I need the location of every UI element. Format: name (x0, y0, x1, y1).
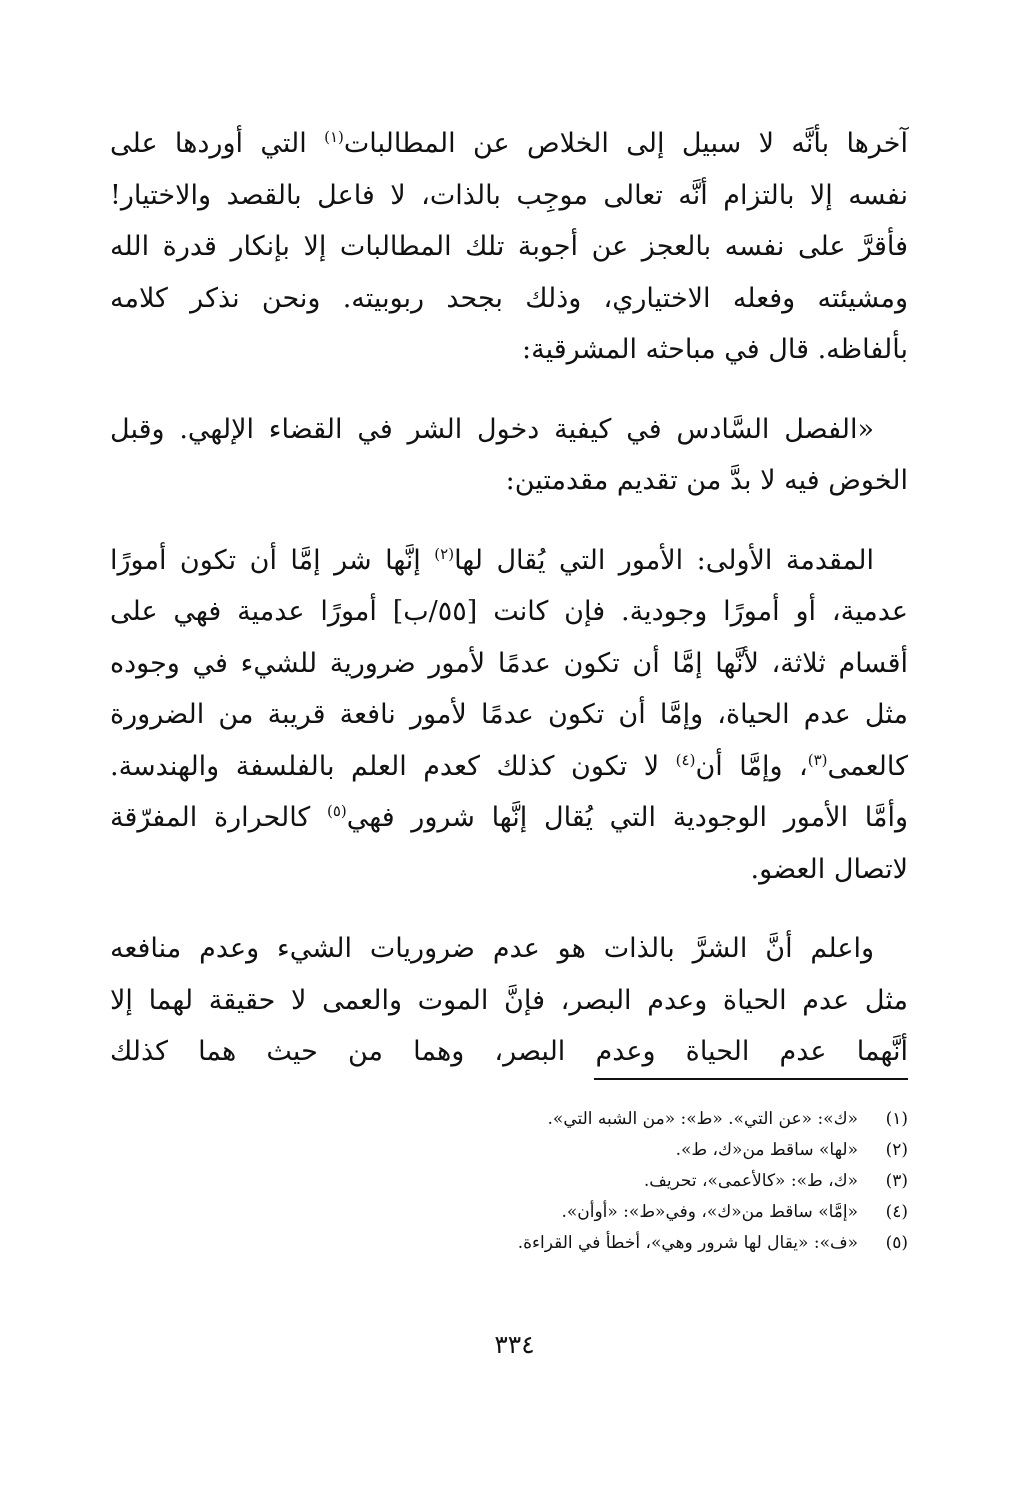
line-text: إنَّها شر إمَّا أن تكون أمورًا (110, 544, 435, 576)
footnote-ref: (١) (324, 128, 344, 146)
paragraph-3 (110, 535, 908, 896)
text-line: «الفصل السَّادس في كيفية دخول الشر في القضاء الإلهي. وقبل (110, 413, 874, 445)
text-line: لاتصال العضو. (750, 853, 908, 885)
paragraph-2 (110, 404, 908, 507)
line-text: المقدمة الأولى: الأمور التي يُقال لها (454, 544, 874, 576)
footnote-separator (594, 1078, 908, 1080)
text-line: أقسام ثلاثة، لأنَّها إمَّا أن تكون عدمًا لأمور ضرورية للشيء في وجوده (110, 647, 908, 679)
footnote (348, 1135, 908, 1166)
text-line: ومشيئته وفعله الاختياري، وذلك بجحد ربوبيته. ونحن نذكر كلامه (110, 282, 908, 314)
page-number: ٣٣٤ (494, 1330, 535, 1359)
line-text: لا تكون كذلك كعدم العلم بالفلسفة والهندسة. (110, 750, 676, 782)
footnote-number: (١) (885, 1109, 908, 1129)
footnote-ref: (٣) (807, 750, 828, 769)
footnote (348, 1166, 908, 1197)
text-line: مثل عدم الحياة، وإمَّا أن تكون عدمًا لأمور نافعة قريبة من الضرورة (110, 699, 908, 730)
footnote-number: (٤) (885, 1202, 908, 1222)
footnote-number: (٣) (885, 1171, 908, 1191)
footnote-text: «لها» ساقط من«ك، ط». (675, 1140, 858, 1160)
footnote-ref: (٢) (434, 544, 455, 563)
main-text (110, 118, 908, 1106)
footnote-text: «إمَّا» ساقط من«ك»، وفي«ط»: «أوأن». (561, 1202, 858, 1222)
text-line: نفسه إلا بالتزام أنَّه تعالى موجِب بالذات، لا فاعل بالقصد والاختيار! (110, 179, 908, 211)
line-text: التي أوردها على (110, 128, 325, 159)
footnote (348, 1104, 908, 1135)
footnote-text: «ف»: «يقال لها شرور وهي»، أخطأ في القراءة. (517, 1233, 858, 1253)
footnote-number: (٢) (885, 1140, 908, 1160)
text-line (110, 535, 908, 587)
footnote-text: «ك، ط»: «كالأعمى»، تحريف. (643, 1171, 858, 1191)
text-line (110, 741, 908, 793)
text-line: فأقرَّ على نفسه بالعجز عن أجوبة تلك المطالبات إلا بإنكار قدرة الله (110, 231, 908, 262)
paragraph-1 (110, 118, 908, 376)
text-line: الخوض فيه لا بدَّ من تقديم مقدمتين: (505, 465, 908, 496)
footnotes (348, 1104, 908, 1259)
line-text: كالعمى (827, 750, 908, 782)
footnote-number: (٥) (885, 1233, 908, 1253)
text-line: مثل عدم الحياة وعدم البصر، فإنَّ الموت والعمى لا حقيقة لهما إلا (110, 984, 908, 1016)
text-line (110, 118, 908, 170)
footnote-ref: (٤) (675, 750, 696, 769)
paragraph-4 (110, 923, 908, 1078)
line-text: كالحرارة المفرّقة (110, 802, 327, 833)
line-text: وأمَّا الأمور الوجودية التي يُقال إنَّها شرور فهي (346, 802, 908, 833)
text-line (110, 792, 908, 844)
text-line: عدمية، أو أمورًا وجودية. فإن كانت [٥٥/ب] أمورًا عدمية فهي على (110, 596, 908, 627)
line-text: ، وإمَّا أن (695, 750, 808, 782)
text-line: أنَّهما عدم الحياة وعدم البصر، وهما من حيث هما كذلك (110, 1036, 908, 1067)
footnote (348, 1197, 908, 1228)
line-text: آخرها بأنَّه لا سبيل إلى الخلاص عن المطالبات (343, 128, 908, 159)
text-line: بألفاظه. قال في مباحثه المشرقية: (522, 334, 908, 365)
text-line: واعلم أنَّ الشرَّ بالذات هو عدم ضروريات الشيء وعدم منافعه (110, 933, 874, 964)
footnote-ref: (٥) (326, 802, 347, 820)
footnote-text: «ك»: «عن التي». «ط»: «من الشبه التي». (547, 1109, 858, 1129)
footnote (348, 1228, 908, 1259)
